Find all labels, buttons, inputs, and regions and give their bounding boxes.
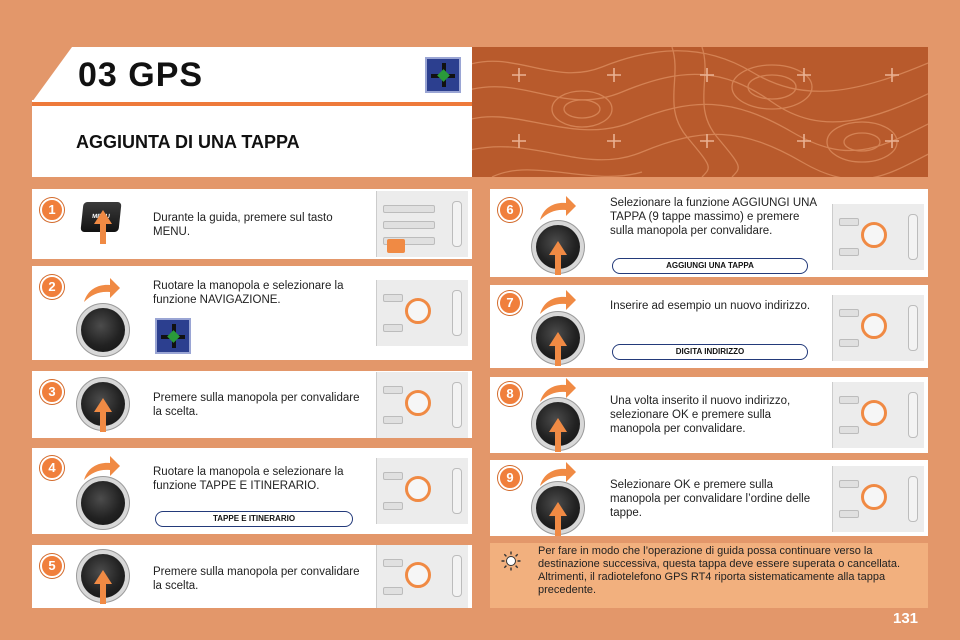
step-text-6: Selezionare la funzione AGGIUNGI UNA TAPPA (9 tappe massimo) e premere sulla manopola per convalidare. xyxy=(610,197,817,237)
step-text-4: Ruotare la manopola e selezionare la funzione TAPPE E ITINERARIO. xyxy=(153,466,344,492)
press-arrow-icon xyxy=(100,222,106,244)
step-number-badge: 3 xyxy=(40,380,64,404)
radio-panel-icon xyxy=(376,372,468,438)
press-arrow-icon xyxy=(100,582,106,604)
press-arrow-icon xyxy=(100,410,106,432)
press-arrowhead-icon xyxy=(549,418,567,432)
menu-key-icon: MENU xyxy=(80,202,121,232)
press-arrowhead-icon xyxy=(549,332,567,346)
step-number-badge: 2 xyxy=(40,275,64,299)
rotate-arrow-icon xyxy=(536,460,578,488)
step-number-badge: 9 xyxy=(498,466,522,490)
press-arrowhead-icon xyxy=(94,398,112,412)
rotate-arrow-icon xyxy=(80,276,122,304)
radio-panel-icon xyxy=(832,382,924,448)
header-rule xyxy=(32,102,472,106)
step-text-3: Premere sulla manopola per convalidare la scelta. xyxy=(153,392,360,418)
step-number-badge: 8 xyxy=(498,382,522,406)
press-arrowhead-icon xyxy=(549,502,567,516)
sun-tip-icon xyxy=(501,551,521,571)
section-title: AGGIUNTA DI UNA TAPPA xyxy=(76,132,300,152)
topographic-map-decoration xyxy=(472,47,928,177)
step-text-1: Durante la guida, premere sul tasto MENU. xyxy=(153,212,333,238)
press-arrowhead-icon xyxy=(549,241,567,255)
radio-panel-icon xyxy=(376,280,468,346)
step-number-badge: 7 xyxy=(498,291,522,315)
radio-panel-icon xyxy=(832,204,924,270)
radio-panel-icon xyxy=(376,545,468,608)
radio-panel-icon xyxy=(376,191,468,257)
press-arrow-icon xyxy=(555,430,561,452)
menu-item-tappe-e-itinerario: TAPPE E ITINERARIO xyxy=(155,511,353,527)
rotary-knob-icon xyxy=(81,308,125,352)
step-number-badge: 1 xyxy=(40,198,64,222)
press-arrow-icon xyxy=(555,344,561,366)
step-text-8: Una volta inserito il nuovo indirizzo, selezionare OK e premere sulla manopola per convalidare. xyxy=(610,395,791,435)
rotate-arrow-icon xyxy=(536,376,578,404)
page-number: 131 xyxy=(893,610,919,627)
chapter-title: 03 GPS xyxy=(78,56,204,94)
press-arrowhead-icon xyxy=(94,570,112,584)
rotary-knob-icon xyxy=(81,481,125,525)
note-text: Per fare in modo che l’operazione di guida possa continuare verso la destinazione successiva, questa tappa deve essere superata o cancellata. Altrimenti, il radiotelefono GPS RT4 riporta sistematicamente alla tappa precedente. xyxy=(538,545,901,596)
press-arrow-icon xyxy=(555,514,561,536)
rotate-arrow-icon xyxy=(536,194,578,222)
step-text-7: Inserire ad esempio un nuovo indirizzo. xyxy=(610,300,811,312)
navigation-crossroad-icon xyxy=(155,318,191,354)
step-text-5: Premere sulla manopola per convalidare la scelta. xyxy=(153,566,360,592)
press-arrowhead-icon xyxy=(94,210,112,224)
radio-panel-icon xyxy=(832,466,924,532)
step-number-badge: 5 xyxy=(40,554,64,578)
press-arrow-icon xyxy=(555,253,561,275)
menu-item-aggiungi-una-tappa: AGGIUNGI UNA TAPPA xyxy=(612,258,808,274)
step-text-2: Ruotare la manopola e selezionare la funzione NAVIGAZIONE. xyxy=(153,280,344,306)
navigation-crossroad-icon xyxy=(425,57,461,93)
rotate-arrow-icon xyxy=(80,454,122,482)
step-number-badge: 4 xyxy=(40,456,64,480)
rotate-arrow-icon xyxy=(536,288,578,316)
step-number-badge: 6 xyxy=(498,198,522,222)
menu-item-digita-indirizzo: DIGITA INDIRIZZO xyxy=(612,344,808,360)
radio-panel-icon xyxy=(376,458,468,524)
radio-panel-icon xyxy=(832,295,924,361)
step-text-9: Selezionare OK e premere sulla manopola per convalidare l’ordine delle tappe. xyxy=(610,479,811,519)
